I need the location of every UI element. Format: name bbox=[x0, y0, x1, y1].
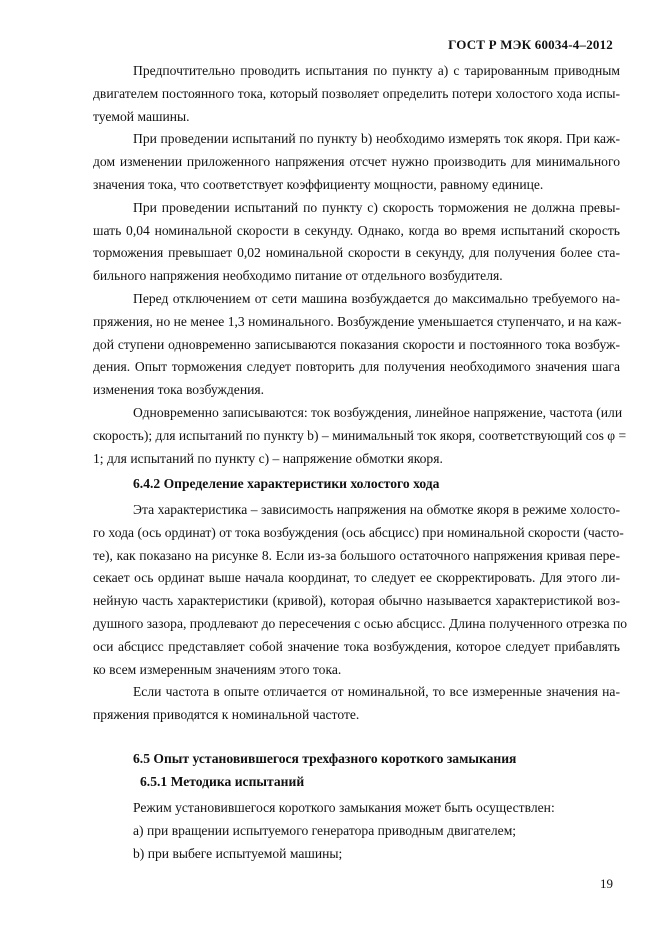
page-number: 19 bbox=[600, 876, 613, 891]
list-item-a: a) при вращении испытуемого генератора приводным двигателем; bbox=[133, 823, 517, 838]
text-line: Эта характеристика – зависимость напряжения на обмотке якоря в режиме холосто- bbox=[133, 502, 620, 517]
section-6-4-2-heading: 6.4.2 Определение характеристики холостого хода bbox=[133, 476, 440, 491]
text-line: бильного напряжения необходимо питание от отдельного возбудителя. bbox=[93, 268, 503, 284]
text-line: При проведении испытаний по пункту b) необходимо измерять ток якоря. При каж- bbox=[133, 131, 620, 147]
text-line: душного зазора, продлевают до пересечения с осью абсцисс. Длина полученного отрезка по bbox=[93, 615, 628, 631]
text-line: го хода (ось ординат) от тока возбуждения (ось абсцисс) при номинальной скорости (часто- bbox=[93, 524, 624, 540]
text-line: скорость); для испытаний по пункту b) – минимальный ток якоря, соответствующий cos φ = bbox=[93, 427, 627, 443]
text-block-1 bbox=[93, 60, 627, 470]
text-line: Перед отключением от сети машина возбуждается до максимально требуемого на- bbox=[133, 290, 620, 306]
section-6-5-heading: 6.5 Опыт установившегося трехфазного короткого замыкания bbox=[133, 751, 517, 766]
text-line: оси абсцисс представляет собой значение тока возбуждения, которое следует прибавлять bbox=[93, 638, 620, 654]
text-line: торможения превышает 0,02 номинальной скорости в секунду, для получения более ста- bbox=[93, 245, 620, 261]
text-line: туемой машины. bbox=[93, 108, 190, 124]
list-item-b: b) при выбеге испытуемой машины; bbox=[133, 846, 343, 861]
text-line: ко всем измеренным значениям этого тока. bbox=[93, 661, 342, 677]
regime-paragraph: Режим установившегося короткого замыкания может быть осуществлен: bbox=[133, 800, 555, 815]
text-line: пряжения, но не менее 1,3 номинального. Возбуждение уменьшается ступенчато, и на каж- bbox=[93, 313, 622, 329]
section-6-5-1-heading: 6.5.1 Методика испытаний bbox=[140, 774, 305, 789]
text-line: пряжения приводятся к номинальной частоте. bbox=[93, 707, 360, 723]
text-line: Одновременно записываются: ток возбуждения, линейное напряжение, частота (или bbox=[133, 404, 623, 420]
text-line: значения тока, что соответствует коэффициенту мощности, равному единице. bbox=[93, 176, 544, 192]
text-line: дом изменении приложенного напряжения отсчет нужно производить для минимального bbox=[93, 154, 620, 170]
text-line: шать 0,04 номинальной скорости в секунду. Однако, когда во время испытаний скорость bbox=[93, 222, 620, 238]
text-line: нейную часть характеристики (кривой), которая обычно называется характеристикой воз- bbox=[93, 593, 620, 609]
text-line: те), как показано на рисунке 8. Если из-за большого остаточного напряжения кривая пере- bbox=[93, 547, 620, 563]
text-line: Если частота в опыте отличается от номинальной, то все измеренные значения на- bbox=[133, 684, 620, 700]
text-block-2 bbox=[93, 499, 628, 727]
text-line: дой ступени одновременно записываются показания скорости и постоянного тока возбуж- bbox=[93, 336, 620, 352]
text-line: секает ось ординат выше начала координат, то следует ее скорректировать. Для этого ли- bbox=[93, 570, 620, 586]
text-line: изменения тока возбуждения. bbox=[93, 382, 265, 398]
text-line: дения. Опыт торможения следует повторить для получения необходимого значения шага bbox=[93, 359, 620, 375]
text-line: Предпочтительно проводить испытания по пункту a) с тарированным приводным bbox=[133, 63, 620, 78]
text-line: 1; для испытаний по пункту c) – напряжение обмотки якоря. bbox=[93, 450, 443, 466]
text-line: При проведении испытаний по пункту c) скорость торможения не должна превы- bbox=[133, 199, 620, 215]
document-header: ГОСТ Р МЭК 60034-4–2012 bbox=[448, 37, 613, 52]
text-line: двигателем постоянного тока, который позволяет определить потери холостого хода испы- bbox=[93, 85, 620, 101]
